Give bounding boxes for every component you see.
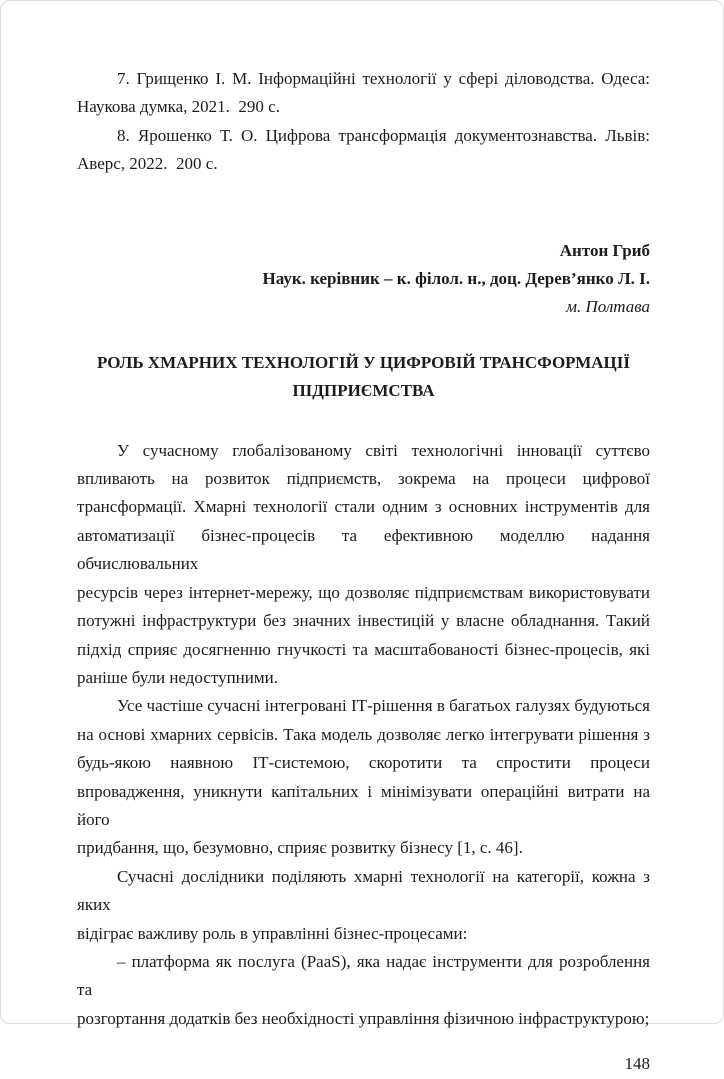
text-line: впровадження, уникнути капітальних і мінімізувати операційні витрати на його [77,781,650,829]
paragraph-3 [77,863,650,948]
text-line: Усе частіше сучасні інтегровані ІТ-рішення в багатьох галузях будуються [117,696,650,716]
paragraph-1 [77,437,650,693]
author-name: Антон Гриб [559,240,650,260]
text-line: придбання, що, безумовно, сприяє розвитку бізнесу [1, с. 46]. [77,838,523,858]
article-title-line-1: РОЛЬ ХМАРНИХ ТЕХНОЛОГІЙ У ЦИФРОВІЙ ТРАНСФОРМАЦІЇ [96,352,631,372]
text-line: Аверс, 2022. 200 с. [77,154,218,174]
text-line: впливають на розвиток підприємств, зокрема на процеси цифрової [77,469,650,489]
reference-entry-8 [77,122,650,179]
page-number: 148 [624,1054,650,1074]
text-line: автоматизації бізнес-процесів та ефективною моделлю надання обчислювальних [77,525,650,574]
text-line: раніше були недоступними. [77,667,278,687]
text-line: Наукова думка, 2021. 290 с. [77,97,280,117]
text-line: ресурсів через інтернет-мережу, що дозволяє підприємствам використовувати [77,582,650,602]
text-line: підхід сприяє досягненню гнучкості та масштабованості бізнес-процесів, які [77,639,650,659]
text-line: У сучасному глобалізованому світі технологічні інновації суттєво [117,440,650,460]
article-title [77,349,650,406]
text-line: 8. Ярошенко Т. О. Цифрова трансформація документознавства. Львів: [117,125,650,145]
article-body [77,437,650,1034]
text-line: трансформації. Хмарні технології стали одним з основних інструментів для [77,497,650,517]
reference-entry-7 [77,65,650,122]
text-line: – платформа як послуга (PaaS), яка надає інструменти для розроблення та [77,951,650,1000]
list-item-paas [77,948,650,1033]
text-line: будь-якою наявною ІТ-системою, скоротити та спростити процеси [77,753,650,773]
text-line: відіграє важливу роль в управлінні бізнес-процесами: [77,923,468,943]
author-block [77,237,650,322]
text-line: потужні інфраструктури без значних інвестицій у власне обладнання. Такий [77,611,650,631]
text-line: розгортання додатків без необхідності управління фізичною інфраструктурою; [77,1008,650,1028]
supervisor-line: Наук. керівник – к. філол. н., доц. Дерев’янко Л. І. [262,269,650,289]
paragraph-2 [77,692,650,862]
text-line: 7. Грищенко І. М. Інформаційні технології у сфері діловодства. Одеса: [117,69,650,88]
text-line: Сучасні дослідники поділяють хмарні технології на категорії, кожна з яких [77,866,650,915]
text-line: на основі хмарних сервісів. Така модель дозволяє легко інтегрувати рішення з [77,724,650,744]
references-section [77,65,650,179]
location-line: м. Полтава [566,297,650,317]
article-title-line-2: ПІДПРИЄМСТВА [292,381,435,401]
